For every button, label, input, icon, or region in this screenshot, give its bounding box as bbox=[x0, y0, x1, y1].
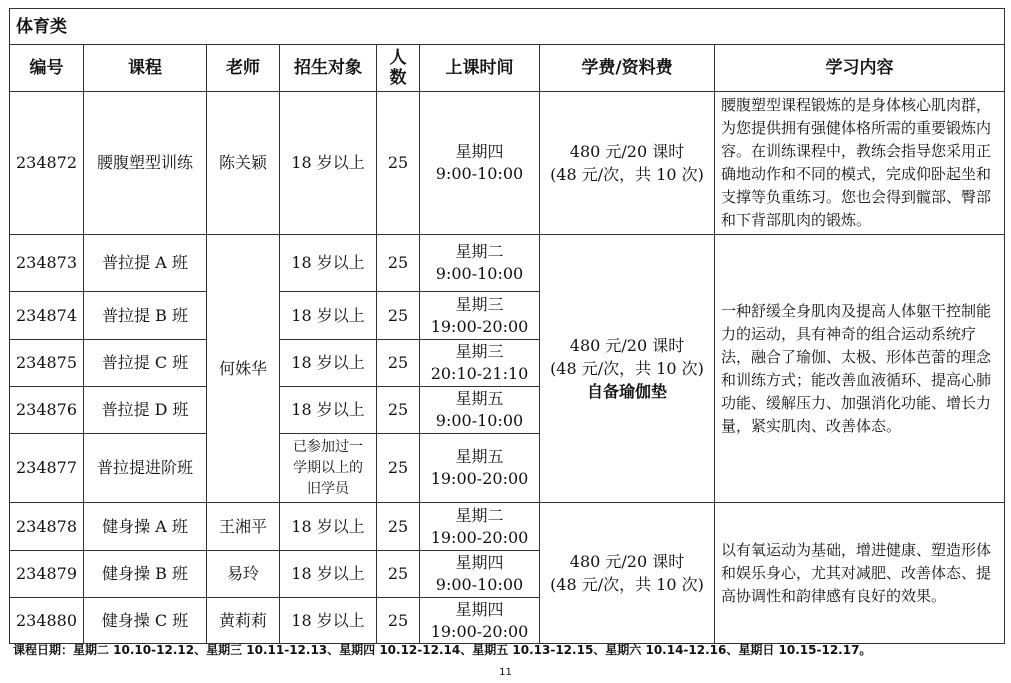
header-content: 学习内容 bbox=[715, 45, 1005, 92]
student-count: 25 bbox=[377, 235, 420, 292]
class-hours: 20:10-21:10 bbox=[430, 364, 529, 383]
class-hours: 19:00-20:00 bbox=[430, 316, 529, 336]
class-hours: 9:00-10:00 bbox=[435, 575, 524, 594]
header-course: 课程 bbox=[84, 45, 207, 92]
target-audience: 18 岁以上 bbox=[280, 292, 377, 340]
teacher-name: 何姝华 bbox=[207, 235, 280, 503]
class-time bbox=[420, 387, 540, 434]
target-audience: 18 岁以上 bbox=[280, 551, 377, 598]
course-name: 普拉提进阶班 bbox=[84, 434, 207, 503]
class-hours: 19:00-20:00 bbox=[430, 469, 529, 488]
target-audience: 18 岁以上 bbox=[280, 340, 377, 387]
class-day: 星期三 bbox=[455, 294, 504, 314]
target-audience bbox=[280, 434, 377, 503]
target-audience: 18 岁以上 bbox=[280, 503, 377, 551]
course-name: 普拉提 D 班 bbox=[84, 387, 207, 434]
class-time bbox=[420, 598, 540, 644]
course-id: 234873 bbox=[10, 235, 84, 292]
teacher-name: 黄莉莉 bbox=[207, 598, 280, 644]
header-count-line2: 数 bbox=[389, 68, 407, 88]
student-count: 25 bbox=[377, 92, 420, 235]
course-id: 234872 bbox=[10, 92, 84, 235]
class-day: 星期二 bbox=[455, 242, 504, 261]
header-count bbox=[377, 45, 420, 92]
course-id: 234876 bbox=[10, 387, 84, 434]
course-id: 234875 bbox=[10, 340, 84, 387]
course-name: 健身操 B 班 bbox=[84, 551, 207, 598]
class-day: 星期五 bbox=[455, 447, 504, 466]
teacher-name: 陈关颖 bbox=[207, 92, 280, 235]
class-day: 星期三 bbox=[455, 342, 504, 361]
class-day: 星期五 bbox=[455, 389, 504, 408]
table-row bbox=[10, 92, 1005, 235]
course-name: 普拉提 B 班 bbox=[84, 292, 207, 340]
course-name: 普拉提 C 班 bbox=[84, 340, 207, 387]
class-time bbox=[420, 292, 540, 340]
fee-detail: (48 元/次，共 10 次) bbox=[550, 359, 704, 378]
course-description: 以有氧运动为基础，增进健康、塑造形体和娱乐身心，尤其对减肥、改善体态、提高协调性和韵律感有良好的效果。 bbox=[715, 503, 1005, 644]
class-day: 星期四 bbox=[455, 599, 504, 619]
course-document bbox=[9, 8, 1004, 644]
class-day: 星期四 bbox=[455, 142, 504, 161]
teacher-name: 王湘平 bbox=[207, 503, 280, 551]
category-title: 体育类 bbox=[10, 9, 1005, 45]
class-time bbox=[420, 503, 540, 551]
target-line: 旧学员 bbox=[307, 480, 349, 497]
student-count: 25 bbox=[377, 292, 420, 340]
course-table bbox=[9, 8, 1005, 644]
teacher-name: 易玲 bbox=[207, 551, 280, 598]
target-audience: 18 岁以上 bbox=[280, 92, 377, 235]
course-description: 一种舒缓全身肌肉及提高人体躯干控制能力的运动，具有神奇的组合运动系统疗法，融合了瑜伽、太极、形体芭蕾的理念和训练方式；能改善血液循环、提高心肺功能、缓解压力、加强消化功能、增长力量，紧实肌肉、改善体态。 bbox=[715, 235, 1005, 503]
class-day: 星期二 bbox=[455, 505, 504, 525]
course-id: 234879 bbox=[10, 551, 84, 598]
class-hours: 19:00-20:00 bbox=[430, 527, 529, 547]
student-count: 25 bbox=[377, 503, 420, 551]
fee-note: 自备瑜伽垫 bbox=[586, 382, 667, 401]
fee-detail: (48 元/次，共 10 次) bbox=[550, 165, 704, 184]
class-time bbox=[420, 434, 540, 503]
student-count: 25 bbox=[377, 551, 420, 598]
target-audience: 18 岁以上 bbox=[280, 387, 377, 434]
fee-amount: 480 元/20 课时 bbox=[569, 336, 685, 355]
course-id: 234874 bbox=[10, 292, 84, 340]
header-count-line1: 人 bbox=[389, 48, 407, 68]
student-count: 25 bbox=[377, 434, 420, 503]
fee-amount: 480 元/20 课时 bbox=[569, 142, 685, 161]
header-id: 编号 bbox=[10, 45, 84, 92]
class-day: 星期四 bbox=[455, 553, 504, 572]
category-row bbox=[10, 9, 1005, 45]
student-count: 25 bbox=[377, 387, 420, 434]
fee-detail: (48 元/次，共 10 次) bbox=[550, 575, 704, 594]
course-name: 健身操 C 班 bbox=[84, 598, 207, 644]
course-id: 234880 bbox=[10, 598, 84, 644]
class-time bbox=[420, 92, 540, 235]
course-name: 腰腹塑型训练 bbox=[84, 92, 207, 235]
class-hours: 9:00-10:00 bbox=[435, 264, 524, 283]
header-time: 上课时间 bbox=[420, 45, 540, 92]
class-hours: 9:00-10:00 bbox=[435, 164, 524, 183]
header-teacher: 老师 bbox=[207, 45, 280, 92]
page-number: 11 bbox=[499, 667, 512, 678]
course-dates-footnote: 课程日期：星期二 10.10-12.12、星期三 10.11-12.13、星期四 10.12-12.14、星期五 10.13-12.15、星期六 10.14-12.16、星期日 10.15-12.17。 bbox=[13, 643, 872, 657]
table-row bbox=[10, 235, 1005, 292]
course-description: 腰腹塑型课程锻炼的是身体核心肌肉群，为您提供拥有强健体格所需的重要锻炼内容。在训练课程中，教练会指导您采用正确地动作和不同的模式，完成仰卧起坐和支撑等负重练习。您也会得到髋部、臀部和下背部肌肉的锻炼。 bbox=[715, 92, 1005, 235]
student-count: 25 bbox=[377, 598, 420, 644]
course-id: 234877 bbox=[10, 434, 84, 503]
target-audience: 18 岁以上 bbox=[280, 235, 377, 292]
course-name: 健身操 A 班 bbox=[84, 503, 207, 551]
class-time bbox=[420, 235, 540, 292]
class-hours: 19:00-20:00 bbox=[430, 621, 529, 641]
class-time bbox=[420, 340, 540, 387]
student-count: 25 bbox=[377, 340, 420, 387]
class-time bbox=[420, 551, 540, 598]
header-fee: 学费/资料费 bbox=[540, 45, 715, 92]
header-target: 招生对象 bbox=[280, 45, 377, 92]
fee-cell bbox=[540, 503, 715, 644]
fee-cell bbox=[540, 235, 715, 503]
target-audience: 18 岁以上 bbox=[280, 598, 377, 644]
table-row bbox=[10, 503, 1005, 551]
fee-amount: 480 元/20 课时 bbox=[569, 552, 685, 571]
target-line: 学期以上的 bbox=[293, 459, 363, 476]
class-hours: 9:00-10:00 bbox=[435, 411, 524, 430]
course-name: 普拉提 A 班 bbox=[84, 235, 207, 292]
target-line: 已参加过一 bbox=[293, 438, 363, 455]
course-id: 234878 bbox=[10, 503, 84, 551]
header-row bbox=[10, 45, 1005, 92]
fee-cell bbox=[540, 92, 715, 235]
